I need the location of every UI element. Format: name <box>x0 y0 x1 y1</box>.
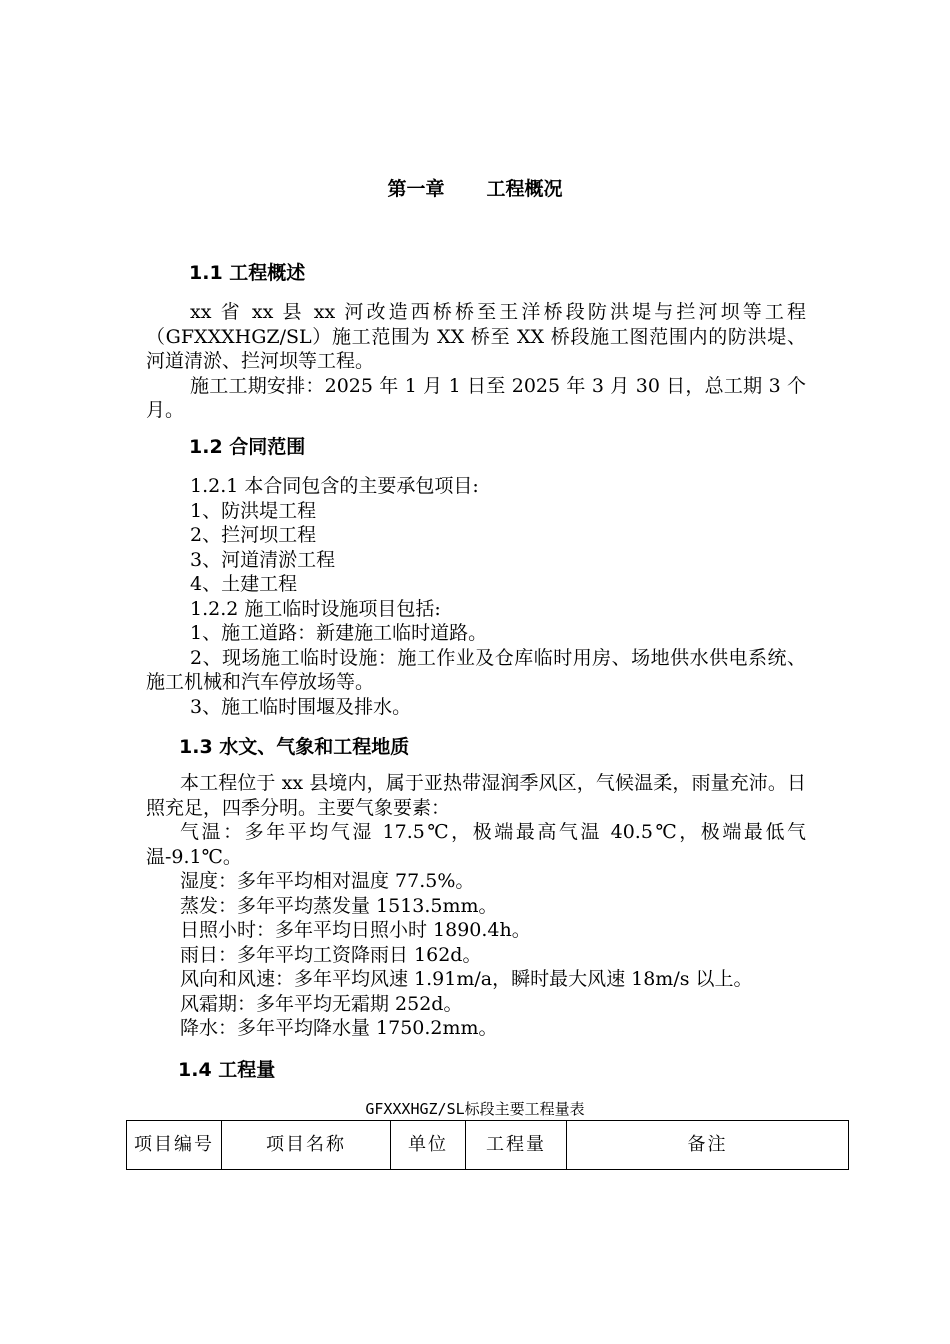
list-item: 1.2.1 本合同包含的主要承包项目: <box>190 475 479 497</box>
section-heading-1-4: 1.4 工程量 <box>178 1059 276 1081</box>
list-item: 3、河道清淤工程 <box>190 548 336 571</box>
list-item: 2、现场施工临时设施：施工作业及仓库临时用房、场地供水供电系统、施工机械和汽车停放场等。 <box>146 646 806 693</box>
table-caption <box>0 1100 950 1118</box>
paragraph: 风霜期：多年平均无霜期 252d。 <box>180 992 463 1015</box>
list-item: 3、施工临时围堰及排水。 <box>190 695 412 718</box>
section-heading-1-3: 1.3 水文、气象和工程地质 <box>179 736 410 758</box>
paragraph: 降水：多年平均降水量 1750.2mm。 <box>180 1017 498 1039</box>
header-quantity: 工程量 <box>466 1121 567 1170</box>
paragraph: 风向和风速：多年平均风速 1.91m/a，瞬时最大风速 18m/s 以上。 <box>180 968 753 990</box>
header-unit: 单位 <box>391 1121 466 1170</box>
list-item: 2、拦河坝工程 <box>190 524 317 546</box>
table-caption-text: 标段主要工程量表 <box>464 1100 585 1118</box>
section-1-3-body <box>146 771 806 1041</box>
paragraph: xx 省 xx 县 xx 河改造西桥桥至王洋桥段防洪堤与拦河坝等工程（GFXXXHGZ/SL）施工范围为 XX 桥至 XX 桥段施工图范围内的防洪堤、河道清淤、拦河坝等工程。 <box>146 301 806 372</box>
chapter-number: 第一章 <box>387 178 445 200</box>
paragraph: 雨日：多年平均工资降雨日 162d。 <box>180 943 482 966</box>
list-item: 4、土建工程 <box>190 573 298 595</box>
table-caption-code: GFXXXHGZ/SL <box>365 1100 465 1118</box>
paragraph: 气温：多年平均气湿 17.5℃，极端最高气温 40.5℃，极端最低气温-9.1℃。 <box>146 821 806 868</box>
header-item-name: 项目名称 <box>222 1121 391 1170</box>
paragraph: 日照小时：多年平均日照小时 1890.4h。 <box>180 919 531 941</box>
section-heading-1-2: 1.2 合同范围 <box>189 436 306 458</box>
list-item: 1.2.2 施工临时设施项目包括: <box>190 597 441 620</box>
section-1-1-body <box>146 300 806 423</box>
list-item: 1、施工道路：新建施工临时道路。 <box>190 622 488 644</box>
table-header-row <box>127 1121 849 1170</box>
list-item: 1、防洪堤工程 <box>190 499 317 522</box>
header-item-code: 项目编号 <box>127 1121 222 1170</box>
paragraph: 施工工期安排：2025 年 1 月 1 日至 2025 年 3 月 30 日，总工期 3 个月。 <box>146 374 806 421</box>
paragraph: 本工程位于 xx 县境内，属于亚热带湿润季风区，气候温柔，雨量充沛。日照充足，四季分明。主要气象要素： <box>146 772 806 819</box>
paragraph: 湿度：多年平均相对温度 77.5%。 <box>180 870 475 892</box>
quantity-table <box>126 1120 849 1170</box>
section-1-2-body <box>146 474 806 719</box>
section-heading-1-1: 1.1 工程概述 <box>189 262 306 284</box>
chapter-name: 工程概况 <box>486 178 563 200</box>
chapter-title <box>0 174 950 201</box>
header-remarks: 备注 <box>567 1121 849 1170</box>
paragraph: 蒸发：多年平均蒸发量 1513.5mm。 <box>180 894 498 917</box>
